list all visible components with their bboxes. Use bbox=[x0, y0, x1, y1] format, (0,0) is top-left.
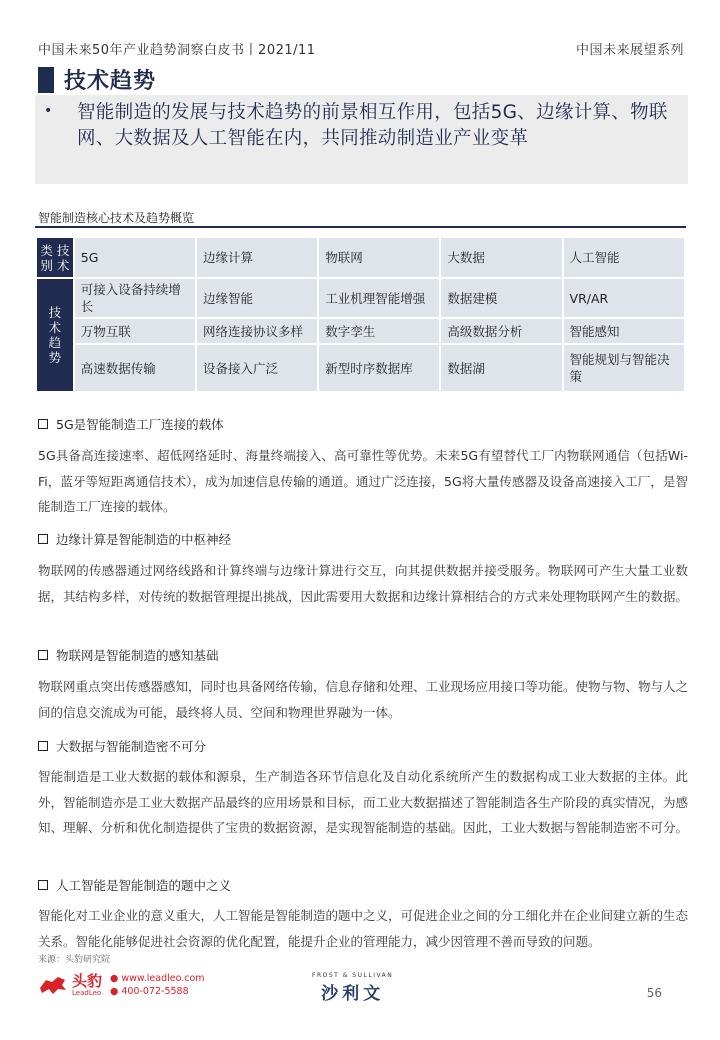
website-text: www.leadleo.com bbox=[121, 973, 205, 984]
section-body-edge: 物联网的传感器通过网络线路和计算终端与边缘计算进行交互，向其提供数据并接受服务。物联网可产生大量工业数据，其结构多样，对传统的数据管理提出挑战，因此需要用大数据和边缘计算相结合的方式来处理物联网产生的数据。 bbox=[38, 563, 689, 604]
section-heading-text: 5G是智能制造工厂连接的载体 bbox=[56, 417, 224, 432]
table-header-cell: 边缘计算 bbox=[197, 238, 317, 277]
phone-text: 400-072-5588 bbox=[121, 986, 189, 997]
section-title-text: 技术趋势 bbox=[64, 69, 157, 94]
table-header-cell: 人工智能 bbox=[564, 238, 684, 277]
phone-icon: ● bbox=[110, 986, 122, 997]
header-document-title: 中国未来50年产业趋势洞察白皮书丨2021/11 bbox=[38, 43, 316, 58]
partner-name-en: FROST & SULLIVAN bbox=[312, 972, 394, 979]
section-heading-text: 人工智能是智能制造的题中之义 bbox=[56, 878, 232, 893]
leopard-icon bbox=[38, 974, 68, 996]
table-cell: 可接入设备持续增长 bbox=[75, 279, 195, 317]
section-heading-text: 边缘计算是智能制造的中枢神经 bbox=[56, 532, 232, 547]
table-cell: 网络连接协议多样 bbox=[197, 319, 317, 343]
section-title-bar bbox=[38, 67, 54, 93]
table-cell: 高级数据分析 bbox=[441, 319, 561, 343]
globe-icon: ● bbox=[110, 973, 122, 984]
table-row bbox=[37, 279, 684, 317]
website-link[interactable] bbox=[110, 972, 205, 985]
table-header-cell: 5G bbox=[75, 238, 195, 277]
summary-text: 智能制造的发展与技术趋势的前景相互作用，包括5G、边缘计算、物联网、大数据及人工智能在内，共同推动制造业产业变革 bbox=[77, 102, 668, 149]
table-cell: 数字孪生 bbox=[319, 319, 439, 343]
summary-box bbox=[35, 95, 688, 184]
table-cell: 数据建模 bbox=[441, 279, 561, 317]
table-header-cell: 物联网 bbox=[319, 238, 439, 277]
table-cell: 智能感知 bbox=[564, 319, 684, 343]
table-cell: 新型时序数据库 bbox=[319, 345, 439, 391]
checkbox-bullet-icon bbox=[38, 741, 48, 751]
leadleo-logo[interactable] bbox=[38, 972, 205, 998]
tech-trend-table bbox=[35, 236, 686, 393]
brand-name-en: LeadLeo bbox=[72, 988, 102, 997]
table-header-row bbox=[37, 238, 684, 277]
category-label-cell bbox=[37, 238, 73, 277]
table-cell: VR/AR bbox=[564, 279, 684, 317]
source-note: 来源：头豹研究院 bbox=[38, 955, 111, 965]
table-row bbox=[37, 345, 684, 391]
brand-name-cn: 头豹 bbox=[72, 971, 103, 990]
section-body-iot: 物联网重点突出传感器感知，同时也具备网络传输，信息存储和处理、工业现场应用接口等功能。使物与物、物与人之间的信息交流成为可能，最终将人员、空间和物理世界融为一体。 bbox=[38, 679, 689, 720]
section-heading-5g bbox=[38, 415, 224, 433]
table-cell: 万物互联 bbox=[75, 319, 195, 343]
section-heading-iot bbox=[38, 646, 219, 664]
phone-number bbox=[110, 985, 205, 998]
section-title bbox=[38, 64, 156, 95]
section-body-bigdata: 智能制造是工业大数据的载体和源泉，生产制造各环节信息化及自动化系统所产生的数据构成工业大数据的主体。此外，智能制造亦是工业大数据产品最终的应用场景和目标，而工业大数据描述了智能制造各生产阶段的真实情况，为感知、理解、分析和优化制造提供了宝贵的数据资源，是实现智能制造的基础。因此，工业大数据与智能制造密不可分。 bbox=[38, 769, 689, 835]
table-cell: 高速数据传输 bbox=[75, 345, 195, 391]
table-cell: 边缘智能 bbox=[197, 279, 317, 317]
trend-label: 技 术 趋 势 bbox=[48, 305, 62, 365]
section-heading-ai bbox=[38, 876, 231, 894]
section-body-ai: 智能化对工业企业的意义重大，人工智能是智能制造的题中之义，可促进企业之间的分工细化并在企业间建立新的生态关系。智能化能够促进社会资源的优化配置，能提升企业的管理能力，减少因管理不善而导致的问题。 bbox=[38, 908, 689, 949]
table-caption: 智能制造核心技术及趋势概览 bbox=[38, 211, 195, 225]
table-caption-rule bbox=[35, 226, 686, 228]
header-series-name: 中国未来展望系列 bbox=[575, 43, 684, 58]
table-cell: 设备接入广泛 bbox=[197, 345, 317, 391]
table-header-cell: 大数据 bbox=[441, 238, 561, 277]
section-heading-text: 物联网是智能制造的感知基础 bbox=[56, 648, 219, 663]
partner-name-cn: 沙利文 bbox=[321, 984, 385, 1004]
table-cell: 智能规划与智能决策 bbox=[564, 345, 684, 391]
table-cell: 数据湖 bbox=[441, 345, 561, 391]
checkbox-bullet-icon bbox=[38, 650, 48, 660]
category-label: 类 技 别 术 bbox=[40, 242, 70, 273]
bullet-icon: • bbox=[44, 103, 53, 119]
section-heading-text: 大数据与智能制造密不可分 bbox=[56, 739, 207, 754]
table-cell: 工业机理智能增强 bbox=[319, 279, 439, 317]
page-number: 56 bbox=[646, 986, 662, 1000]
section-body-5g: 5G具备高连接速率、超低网络延时、海量终端接入、高可靠性等优势。未来5G有望替代工厂内物联网通信（包括Wi-Fi，蓝牙等短距离通信技术），成为加速信息传输的通道。通过广泛连接，5G将大量传感器及设备高速接入工厂，是智能制造工厂连接的载体。 bbox=[38, 448, 688, 514]
trend-label-cell bbox=[37, 279, 73, 391]
checkbox-bullet-icon bbox=[38, 880, 48, 890]
checkbox-bullet-icon bbox=[38, 534, 48, 544]
frost-sullivan-logo[interactable] bbox=[312, 972, 393, 1004]
section-heading-edge bbox=[38, 530, 231, 548]
table-row bbox=[37, 319, 684, 343]
checkbox-bullet-icon bbox=[38, 419, 48, 429]
section-heading-bigdata bbox=[38, 737, 206, 755]
